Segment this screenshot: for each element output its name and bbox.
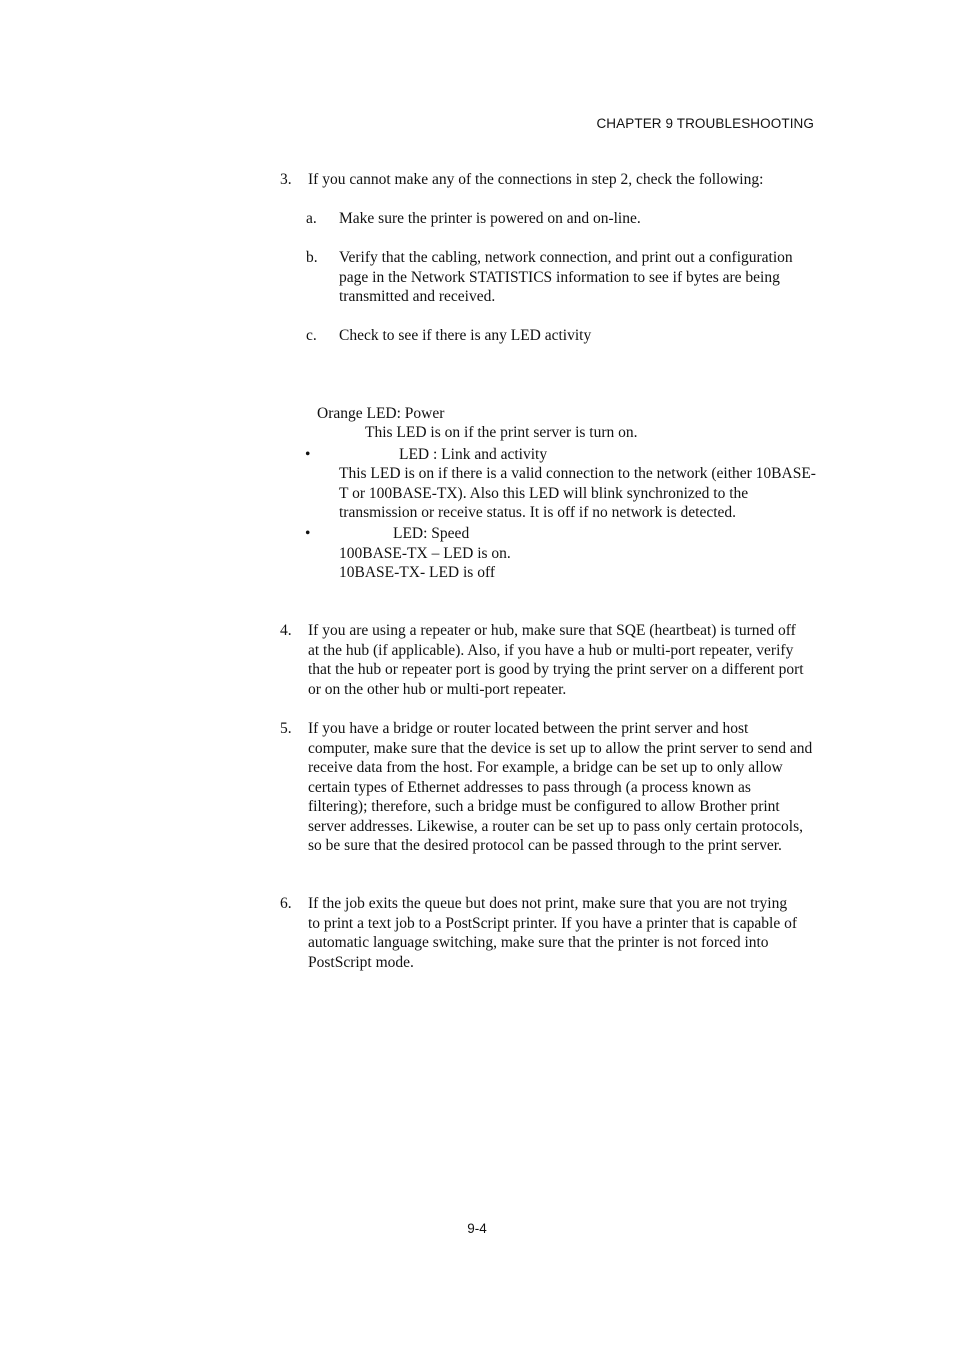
step-3-text: If you cannot make any of the connections in step 2, check the following: [308,171,764,188]
step-3b-text: Verify that the cabling, network connection, and print out a configuration page in the Network STATISTICS information to see if bytes are being transmitted and received. [339,249,793,305]
page-number: 9-4 [467,1221,487,1236]
step-4-number: 4. [280,622,292,639]
speed-led-10base: 10BASE-TX- LED is off [339,564,495,581]
step-4-text: If you are using a repeater or hub, make sure that SQE (heartbeat) is turned off at the hub (if applicable). Also, if you have a hub or multi-port repeater, verify that the hub or repeater port is good by trying the print server on a different port or on the other hub or multi-port repeater. [308,622,804,698]
step-3c-letter: c. [306,327,317,344]
step-3c-text: Check to see if there is any LED activity [339,327,592,344]
chapter-header: CHAPTER 9 TROUBLESHOOTING [596,116,814,131]
speed-led-bullet: • [305,525,311,542]
link-led-title: LED : Link and activity [399,446,548,463]
power-led-title: Orange LED: Power [317,405,445,422]
speed-led-100base: 100BASE-TX – LED is on. [339,545,511,562]
step-3a-letter: a. [306,210,317,227]
step-3a-text: Make sure the printer is powered on and on-line. [339,210,641,227]
power-led-desc: This LED is on if the print server is turn on. [365,424,638,441]
step-5-number: 5. [280,720,292,737]
step-6-text: If the job exits the queue but does not print, make sure that you are not trying to print a text job to a PostScript printer. If you have a printer that is capable of automatic language switching, make sure that the printer is not forced into PostScript mode. [308,895,797,971]
link-led-bullet: • [305,446,311,463]
link-led-desc: This LED is on if there is a valid connection to the network (either 10BASE-T or 100BASE-TX). Also this LED will blink synchronized to the transmission or receive status. It is off if no network is detected. [339,465,816,521]
step-5-text: If you have a bridge or router located between the print server and host computer, make sure that the device is set up to allow the print server to send and receive data from the host. For example, a bridge can be set up to only allow certain types of Ethernet addresses to pass through (a process known as filtering); therefore, such a bridge must be configured to allow Brother print server addresses. Likewise, a router can be set up to pass only certain protocols, so be sure that the desired protocol can be passed through to the print server. [308,720,813,854]
step-6-number: 6. [280,895,292,912]
step-3-number: 3. [280,171,292,188]
step-3b-letter: b. [306,249,318,266]
speed-led-title: LED: Speed [393,525,470,542]
